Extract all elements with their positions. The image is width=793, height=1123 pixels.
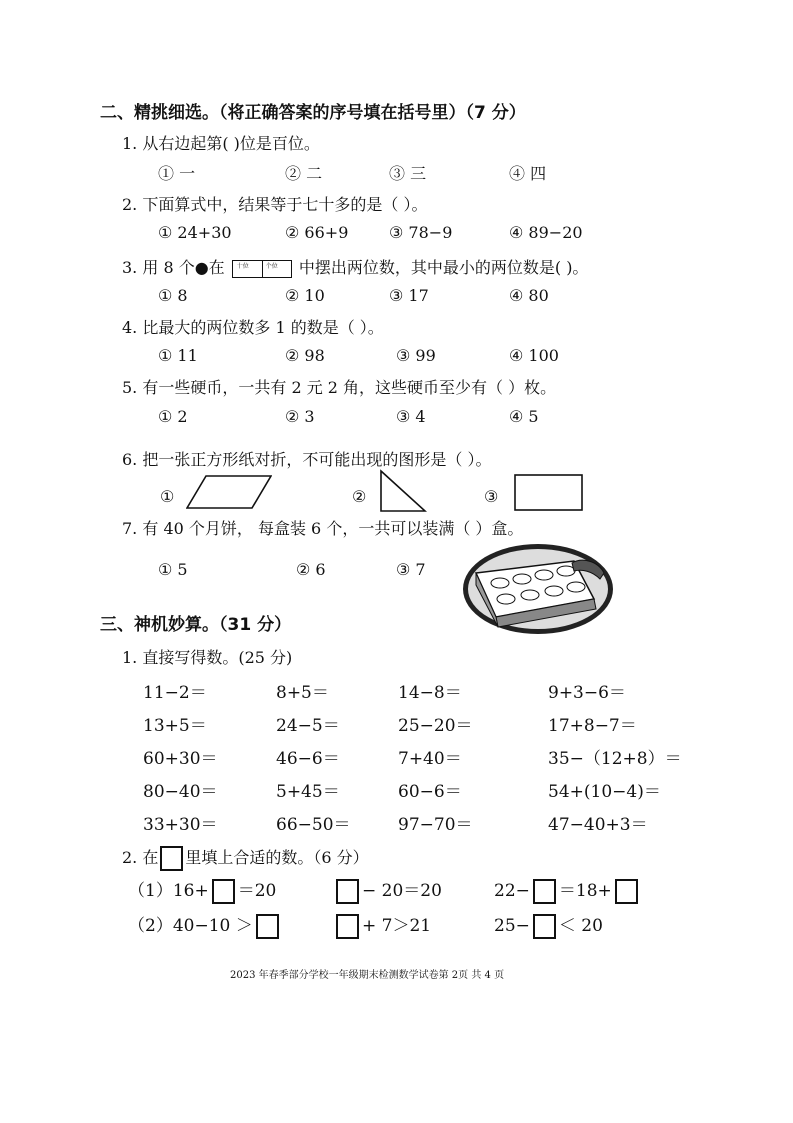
question-7: 7. 有 40 个月饼， 每盒装 6 个，一共可以装满（ ）盒。 xyxy=(122,519,524,538)
pv-divider xyxy=(262,261,263,277)
q2-option-2: ② 66+9 xyxy=(285,223,349,242)
q3-text-a: 3. 用 8 个●在 xyxy=(122,258,225,277)
answer-box[interactable] xyxy=(336,879,359,904)
q6-option-1: ① xyxy=(160,487,175,506)
fill-1a-label: （1）16+ xyxy=(128,881,209,901)
calc-item: 11−2＝ xyxy=(143,683,207,703)
answer-box[interactable] xyxy=(615,879,638,904)
section-3-title: 三、神机妙算。（31 分） xyxy=(100,615,292,635)
q3-option-1: ① 8 xyxy=(158,286,188,305)
answer-box-icon xyxy=(160,846,183,871)
q3-option-3: ③ 17 xyxy=(389,286,429,305)
question-1: 1. 从右边起第( )位是百位。 xyxy=(122,134,320,153)
fill-1c-tail: ＝18+ xyxy=(558,881,612,901)
subsection-2-title xyxy=(122,845,369,871)
answer-box[interactable] xyxy=(533,914,556,939)
rectangle-shape xyxy=(514,474,584,512)
calc-item: 33+30＝ xyxy=(143,815,218,835)
parallelogram-shape xyxy=(186,475,272,509)
fill-row-1-a xyxy=(128,876,276,904)
q3-text-b: 中摆出两位数，其中最小的两位数是( )。 xyxy=(298,258,589,277)
q6-option-2: ② xyxy=(352,487,367,506)
calc-item: 66−50＝ xyxy=(276,815,351,835)
calc-item: 25−20＝ xyxy=(398,716,473,736)
question-5: 5. 有一些硬币，一共有 2 元 2 角，这些硬币至少有（ ）枚。 xyxy=(122,378,557,397)
calc-item: 60+30＝ xyxy=(143,749,218,769)
q2-option-1: ① 24+30 xyxy=(158,223,232,242)
place-value-chart xyxy=(232,260,292,278)
answer-box[interactable] xyxy=(336,914,359,939)
q7-option-2: ② 6 xyxy=(296,560,326,579)
calc-item: 5+45＝ xyxy=(276,782,340,802)
fill-2c-head: 25− xyxy=(494,916,530,936)
answer-box[interactable] xyxy=(212,879,235,904)
q4-option-3: ③ 99 xyxy=(396,346,436,365)
calc-item: 13+5＝ xyxy=(143,716,207,736)
fill-row-2-b xyxy=(333,911,431,939)
q2-option-4: ④ 89−20 xyxy=(509,223,583,242)
calc-item: 80−40＝ xyxy=(143,782,218,802)
q6-option-3: ③ xyxy=(484,487,499,506)
q4-option-2: ② 98 xyxy=(285,346,325,365)
q1-option-2: ② 二 xyxy=(285,164,323,183)
sub2-text-a: 2. 在 xyxy=(122,848,159,867)
fill-row-1-c xyxy=(494,876,641,904)
calc-item: 9+3−6＝ xyxy=(548,683,626,703)
q5-option-3: ③ 4 xyxy=(396,407,426,426)
fill-1c-head: 22− xyxy=(494,881,530,901)
calc-item: 60−6＝ xyxy=(398,782,462,802)
q5-option-2: ② 3 xyxy=(285,407,315,426)
q4-option-1: ① 11 xyxy=(158,346,198,365)
q7-option-3: ③ 7 xyxy=(396,560,426,579)
answer-box[interactable] xyxy=(256,914,279,939)
question-6: 6. 把一张正方形纸对折，不可能出现的图形是（ ）。 xyxy=(122,450,492,469)
fill-row-2-c xyxy=(494,911,603,939)
q5-option-4: ④ 5 xyxy=(509,407,539,426)
right-triangle-shape xyxy=(379,469,427,513)
fill-row-2-a xyxy=(128,911,282,939)
calc-item: 35−（12+8）＝ xyxy=(548,749,682,769)
q1-option-1: ① 一 xyxy=(158,164,196,183)
fill-2c-tail: ＜ 20 xyxy=(558,916,603,936)
fill-1b-tail: − 20＝20 xyxy=(362,881,442,901)
calc-item: 17+8−7＝ xyxy=(548,716,637,736)
calc-item: 24−5＝ xyxy=(276,716,340,736)
q4-option-4: ④ 100 xyxy=(509,346,559,365)
pv-tens-label: 十位 xyxy=(236,262,249,270)
q1-option-4: ④ 四 xyxy=(509,164,547,183)
calc-item: 14−8＝ xyxy=(398,683,462,703)
question-4: 4. 比最大的两位数多 1 的数是（ ）。 xyxy=(122,318,384,337)
calc-item: 7+40＝ xyxy=(398,749,462,769)
question-3 xyxy=(122,255,588,278)
fill-2a-label: （2）40−10 ＞ xyxy=(128,916,253,936)
q3-option-4: ④ 80 xyxy=(509,286,549,305)
question-2: 2. 下面算式中，结果等于七十多的是（ ）。 xyxy=(122,195,428,214)
q3-option-2: ② 10 xyxy=(285,286,325,305)
fill-row-1-b xyxy=(333,876,442,904)
subsection-1-title: 1. 直接写得数。(25 分) xyxy=(122,648,293,667)
answer-box[interactable] xyxy=(533,879,556,904)
page-footer: 2023 年春季部分学校一年级期末检测数学试卷第 2页 共 4 页 xyxy=(230,970,505,981)
sub2-text-b: 里填上合适的数。（6 分） xyxy=(185,848,369,867)
mooncake-box-illustration xyxy=(462,543,614,635)
calc-item: 47−40+3＝ xyxy=(548,815,648,835)
calc-item: 97−70＝ xyxy=(398,815,473,835)
q5-option-1: ① 2 xyxy=(158,407,188,426)
pv-ones-label: 个位 xyxy=(265,262,278,270)
q7-option-1: ① 5 xyxy=(158,560,188,579)
fill-1a-tail: ＝20 xyxy=(237,881,277,901)
calc-item: 54+(10−4)＝ xyxy=(548,782,661,802)
section-2-title: 二、精挑细选。（将正确答案的序号填在括号里）（7 分） xyxy=(100,103,526,123)
calc-item: 46−6＝ xyxy=(276,749,340,769)
q2-option-3: ③ 78−9 xyxy=(389,223,453,242)
q1-option-3: ③ 三 xyxy=(389,164,427,183)
fill-2b-tail: + 7＞21 xyxy=(362,916,432,936)
calc-item: 8+5＝ xyxy=(276,683,329,703)
